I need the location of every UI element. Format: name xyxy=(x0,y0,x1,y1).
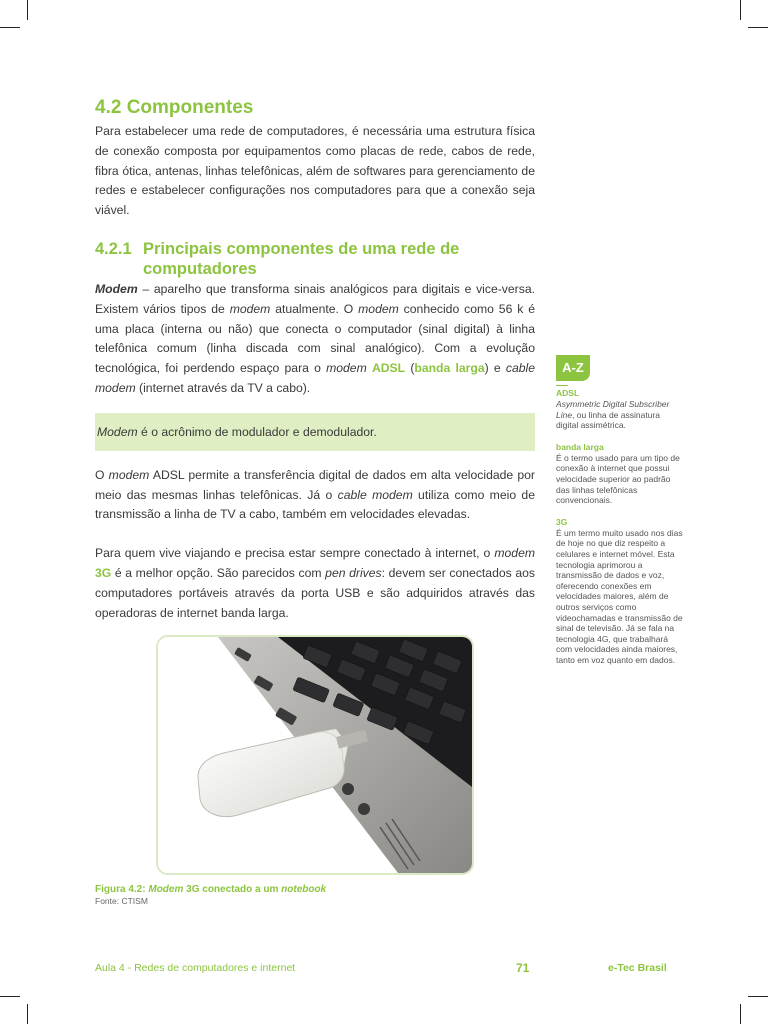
footer-left: Aula 4 - Redes de computadores e internet xyxy=(95,962,296,974)
figure-caption: Figura 4.2: Modem 3G conectado a um notebook Fonte: CTISM xyxy=(95,884,327,906)
3g-link[interactable]: 3G xyxy=(95,565,112,580)
page-number: 71 xyxy=(516,961,530,975)
glossary-def-adsl: Asymmetric Digital Subscriber Line, ou linha de assinatura digital assimétrica. xyxy=(556,399,670,431)
glossary-term-adsl: ADSL xyxy=(556,388,580,398)
main-content xyxy=(95,96,535,623)
callout-box: Modem é o acrônimo de modulador e demodulador. xyxy=(95,413,535,451)
banda-larga-link[interactable]: banda larga xyxy=(414,361,485,376)
glossary-def-banda-larga: É o termo usado para um tipo de conexão à internet que possui velocidade superior ao padrão das linhas telefônicas convencionais. xyxy=(556,452,680,506)
crop-mark xyxy=(0,27,20,28)
intro-paragraph: Para estabelecer uma rede de computadores, é necessária uma estrutura física de conexão composta por equipamentos como placas de rede, cabos de rede, fibra ótica, antenas, linhas telefônicas, além de softwares para gerenciamento de redes e estabelecer configurações nos computadores para que a conexão seja viável. xyxy=(95,124,535,218)
crop-mark xyxy=(740,1004,741,1024)
adsl-paragraph: O modem ADSL permite a transferência digital de dados em alta velocidade por meio das mesmas linhas telefônicas. Já o cable modem utiliza como meio de transmissão a linha de TV a cabo, também em velocidades elevadas. xyxy=(95,467,535,522)
az-divider xyxy=(556,385,568,386)
modem-paragraph: Modem – aparelho que transforma sinais analógicos para digitais e vice-versa. Existem vários tipos de modem atualmente. O modem conhecido como 56 k é uma placa (interna ou não) que conecta o computador (sinal digital) à linha telefônica comum (linha discada com sinal analógico). Com a evolução tecnológica, foi perdendo espaço para o modem ADSL (banda larga) e cable modem (internet através da TV a cabo). xyxy=(95,281,536,395)
3g-paragraph: Para quem vive viajando e precisa estar sempre conectado à internet, o modem 3G é a melhor opção. São parecidos com pen drives: devem ser conectados aos computadores portáveis através da porta USB e são adquiridos através das operadoras de internet banda larga. xyxy=(95,546,535,620)
crop-mark xyxy=(748,27,768,28)
figure-source: Fonte: CTISM xyxy=(95,896,148,906)
crop-mark xyxy=(0,996,20,997)
glossary-term-3g: 3G xyxy=(556,516,568,527)
subsection-title: 4.2.1 Principais componentes de uma rede de computadores xyxy=(95,239,460,278)
crop-mark xyxy=(740,0,741,20)
glossary-term-banda-larga: banda larga xyxy=(556,441,604,452)
az-badge: A-Z xyxy=(556,355,590,381)
crop-mark xyxy=(748,996,768,997)
modem-notebook-image xyxy=(158,637,472,873)
glossary-sidebar xyxy=(556,355,684,665)
crop-mark xyxy=(27,1004,28,1024)
glossary-def-3g: É um termo muito usado nos dias de hoje no que diz respeito a celulares e internet móvel. Esta tecnologia aprimorou a transmissão de dados e voz, oferecendo conexões em velocidades maiores, além de outros serviços como videochamadas e transmissão de sinal de televisão. Já se fala na tecnologia 4G, que trabalhará com velocidades ainda maiores, tanto em voz quanto em dados. xyxy=(556,527,683,665)
figure-modem-notebook xyxy=(156,635,474,875)
crop-mark xyxy=(27,0,28,20)
adsl-link[interactable]: ADSL xyxy=(371,361,406,376)
section-title: 4.2 Componentes xyxy=(95,97,254,118)
footer-right: e-Tec Brasil xyxy=(608,962,667,974)
